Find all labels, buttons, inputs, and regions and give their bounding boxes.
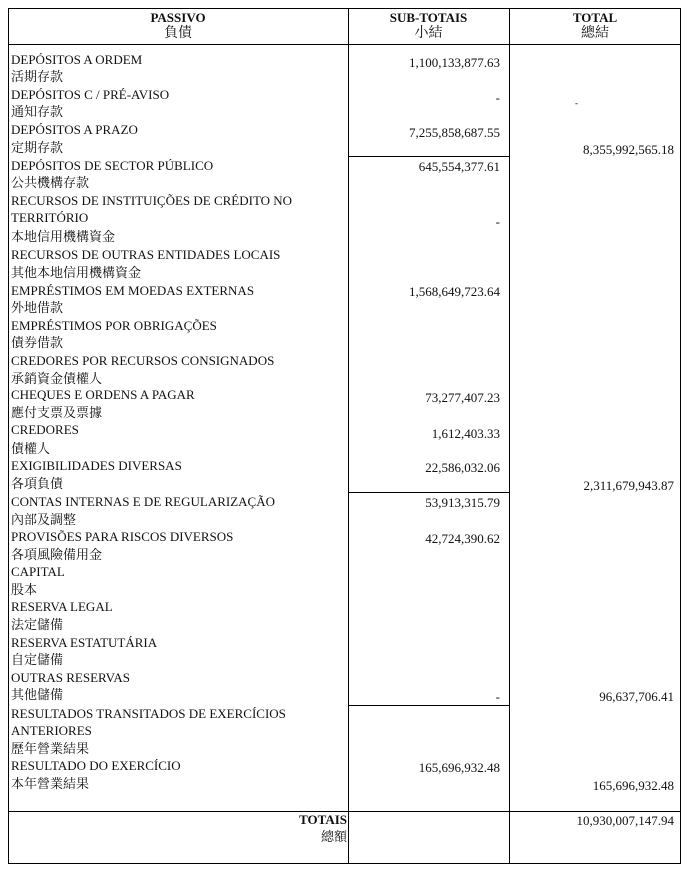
totals-label: TOTAIS 總額 — [299, 812, 347, 844]
header-total: TOTAL 總結 — [572, 10, 618, 41]
header-divider — [8, 44, 681, 45]
header-subtotais: SUB-TOTAIS 小結 — [389, 10, 468, 41]
subtotal-divider — [348, 492, 509, 493]
totals-value: 10,930,007,147.94 — [576, 813, 674, 828]
subtotal-divider — [348, 705, 509, 706]
column-divider — [509, 8, 510, 864]
subtotal-divider — [348, 156, 509, 157]
column-divider — [348, 8, 349, 864]
header-passivo: PASSIVO 負債 — [150, 10, 206, 41]
